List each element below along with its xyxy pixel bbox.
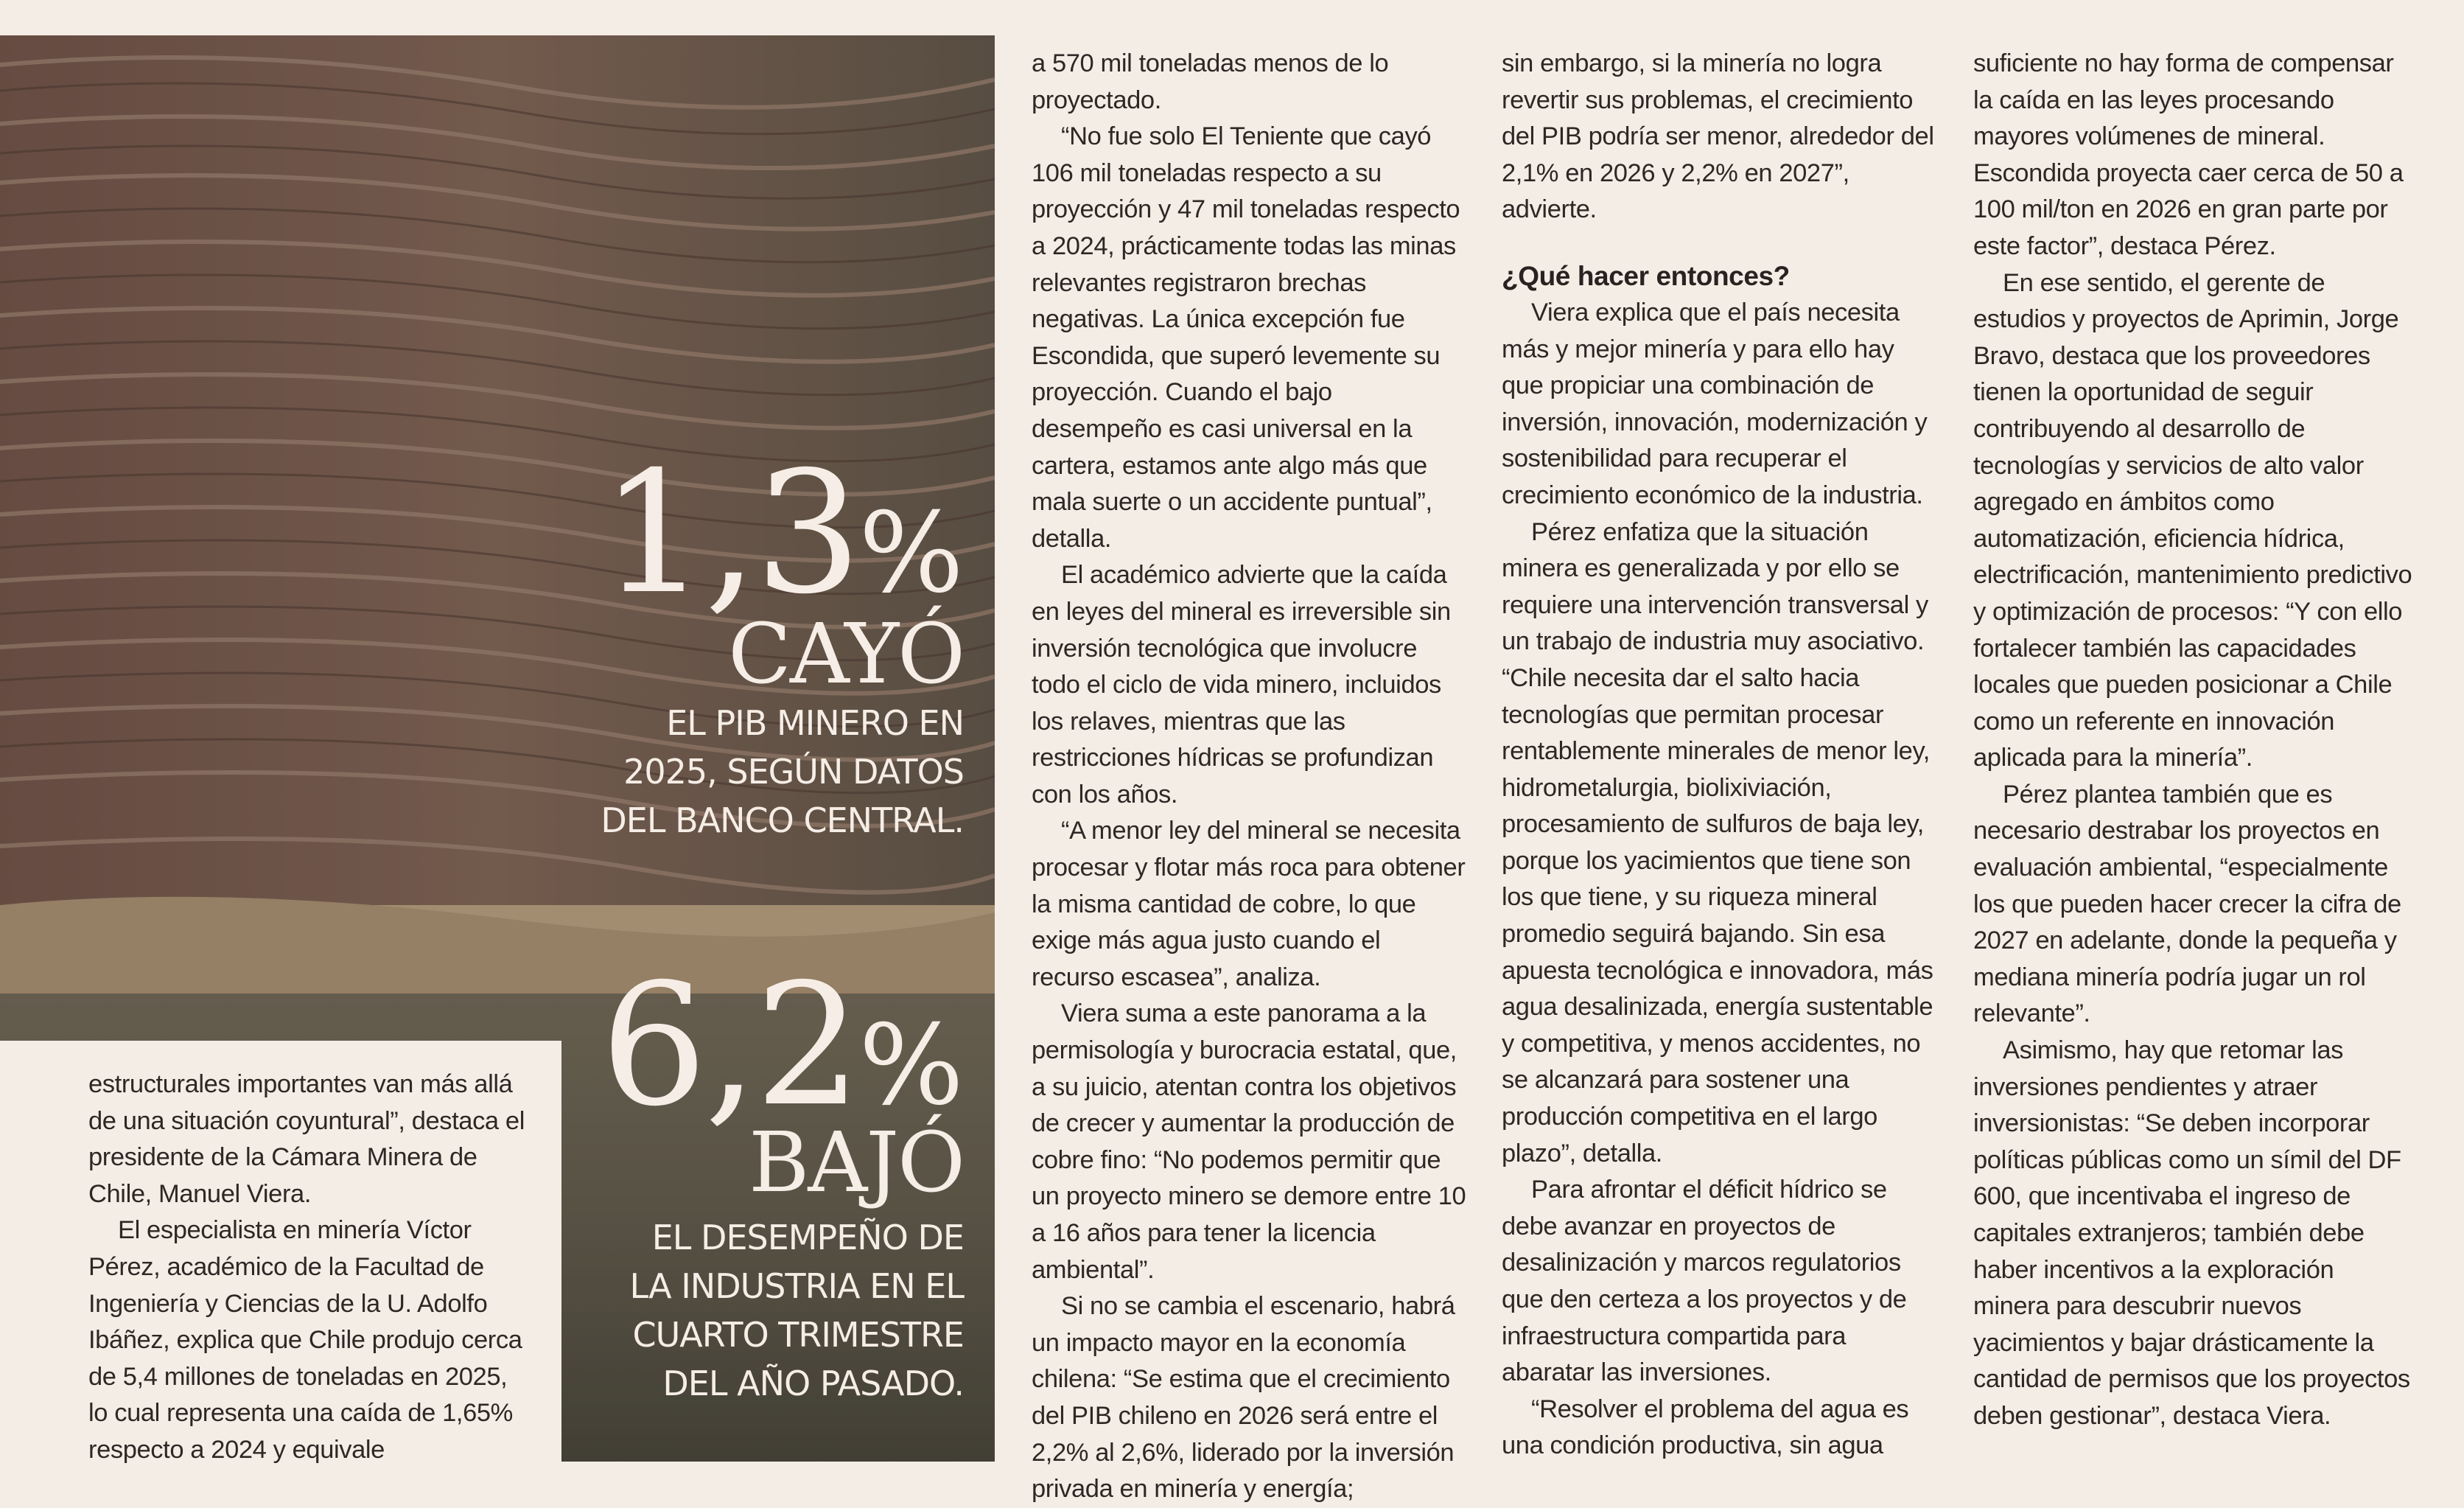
paragraph: estructurales importantes van más allá de una situación coyuntural”, destaca el presidente de la Cámara Minera de Chile, Manuel Viera. — [88, 1070, 525, 1208]
paragraph: Asimismo, hay que retomar las inversiones pendientes y atraer inversionistas: “Se deben incorporar políticas públicas como un símil del DF 600, que incentivaba el ingreso de capitales extranjeros; también debe haber incentivos a la exploración minera para descubrir nuevos yacimientos y bajar drásticamente la cantidad de permisos que los proyectos deben gestionar”, destaca Viera. — [1973, 1036, 2410, 1430]
paragraph: suficiente no hay forma de compensar la caída en las leyes procesando mayores volúmenes de mineral. Escondida proyecta caer cerca de 50 a 100 mil/ton en 2026 en gran parte por este factor”, destaca Pérez. — [1973, 49, 2404, 260]
paragraph: a 570 mil toneladas menos de lo proyectado. — [1032, 49, 1389, 114]
stat-1-verb: CAYÓ — [728, 607, 964, 702]
paragraph: El especialista en minería Víctor Pérez, académico de la Facultad de Ingeniería y Ciencias de la U. Adolfo Ibáñez, explica que Chile produjo cerca de 5,4 millones de toneladas en 2025, lo cual representa una caída de 1,65% respecto a 2024 y equivale — [88, 1216, 522, 1464]
stat-1-percent: % — [858, 489, 962, 618]
paragraph: Viera explica que el país necesita más y mejor minería y para ello hay que propiciar una combinación de inversión, innovación, modernización y sostenibilidad para recuperar el crecimiento económico de la industria. — [1502, 298, 1928, 509]
paragraph: Pérez enfatiza que la situación minera es generalizada y por ello se requiere una intervención transversal y un trabajo de industria muy asociativo. “Chile necesita dar el salto hacia tecnologías que permitan procesar rentablemente minerales de menor ley, hidrometalurgia, biolixiviación, procesamiento de sulfuros de baja ley, porque los yacimientos que tiene son los que tiene, y su riqueza mineral promedio seguirá bajando. Sin esa apuesta tecnológica e innovadora, más agua desalinizada, energía sustentable y competitiva, y menos accidentes, no se alcanzará para sostener una producción competitiva en el largo plazo”, detalla. — [1502, 517, 1933, 1167]
stat-2-percent: % — [858, 1002, 962, 1130]
article-column-4 — [1973, 46, 2415, 1435]
paragraph: “A menor ley del mineral se necesita procesar y flotar más roca para obtener la misma cantidad de cobre, lo que exige más agua justo cuando el recurso escasea”, analiza. — [1032, 817, 1466, 991]
stat-2-description: EL DESEMPEÑO DE LA INDUSTRIA EN EL CUARTO TRIMESTRE DEL AÑO PASADO. — [629, 1218, 964, 1403]
paragraph: El académico advierte que la caída en leyes del mineral es irreversible sin inversión tecnológica que involucre todo el ciclo de vida minero, incluidos los relaves, mientras que las restricciones hídricas se profundizan con los años. — [1032, 561, 1451, 809]
paragraph: Viera suma a este panorama a la permisología y burocracia estatal, que, a su juicio, atentan contra los objetivos de crecer y aumentar la producción de cobre fino: “No podemos permitir que un proyecto minero se demore entre 10 a 16 años para tener la licencia ambiental”. — [1032, 999, 1466, 1284]
paragraph: “Resolver el problema del agua es una condición productiva, sin agua — [1502, 1394, 1909, 1460]
paragraph: Para afrontar el déficit hídrico se debe avanzar en proyectos de desalinización y marcos regulatorios que den certeza a los proyectos y de infraestructura compartida para abaratar las inversiones. — [1502, 1176, 1907, 1387]
paragraph: Si no se cambia el escenario, habrá un impacto mayor en la economía chilena: “Se estima que el crecimiento del PIB chileno en 2026 será entre el 2,2% al 2,6%, liderado por la inversión privada en minería y energía; — [1032, 1292, 1455, 1504]
stat-1-description: EL PIB MINERO EN 2025, SEGÚN DATOS DEL BANCO CENTRAL. — [601, 703, 964, 840]
stat-1-value: 1,3 — [600, 435, 859, 631]
paragraph: sin embargo, si la minería no logra revertir sus problemas, el crecimiento del PIB podría ser menor, alrededor del 2,1% en 2026 y 2,2% en 2027”, advierte. — [1502, 49, 1934, 224]
article-column-3 — [1502, 46, 1940, 1465]
stat-2-value: 6,2 — [600, 947, 859, 1143]
paragraph: En ese sentido, el gerente de estudios y proyectos de Aprimin, Jorge Bravo, destaca que los proveedores tienen la oportunidad de seguir contribuyendo al desarrollo de tecnologías y servicios de alto valor agregado en ámbitos como automatización, eficiencia hídrica, electrificación, mantenimiento predictivo y optimización de procesos: “Y con ello fortalecer también las capacidades locales que pueden posicionar a Chile como un referente en innovación aplicada para la minería”. — [1973, 268, 2412, 772]
paragraph: “No fue solo El Teniente que cayó 106 mil toneladas respecto a su proyección y 47 mil toneladas respecto a 2024, prácticamente todas las minas relevantes registraron brechas negativas. La única excepción fue Escondida, que superó levemente su proyección. Cuando el bajo desempeño es casi universal en la cartera, estamos ante algo más que mala suerte o un accidente puntual”, detalla. — [1032, 122, 1460, 553]
stat-2-verb: BAJÓ — [749, 1115, 964, 1211]
article-column-1 — [88, 1067, 531, 1469]
section-heading: ¿Qué hacer entonces? — [1502, 260, 1790, 291]
article-column-2 — [1032, 46, 1466, 1508]
paragraph: Pérez plantea también que es necesario destrabar los proyectos en evaluación ambiental, “especialmente los que pueden hacer crecer la cifra de 2027 en adelante, donde la pequeña y mediana minería podría jugar un rol relevante”. — [1973, 780, 2401, 1028]
